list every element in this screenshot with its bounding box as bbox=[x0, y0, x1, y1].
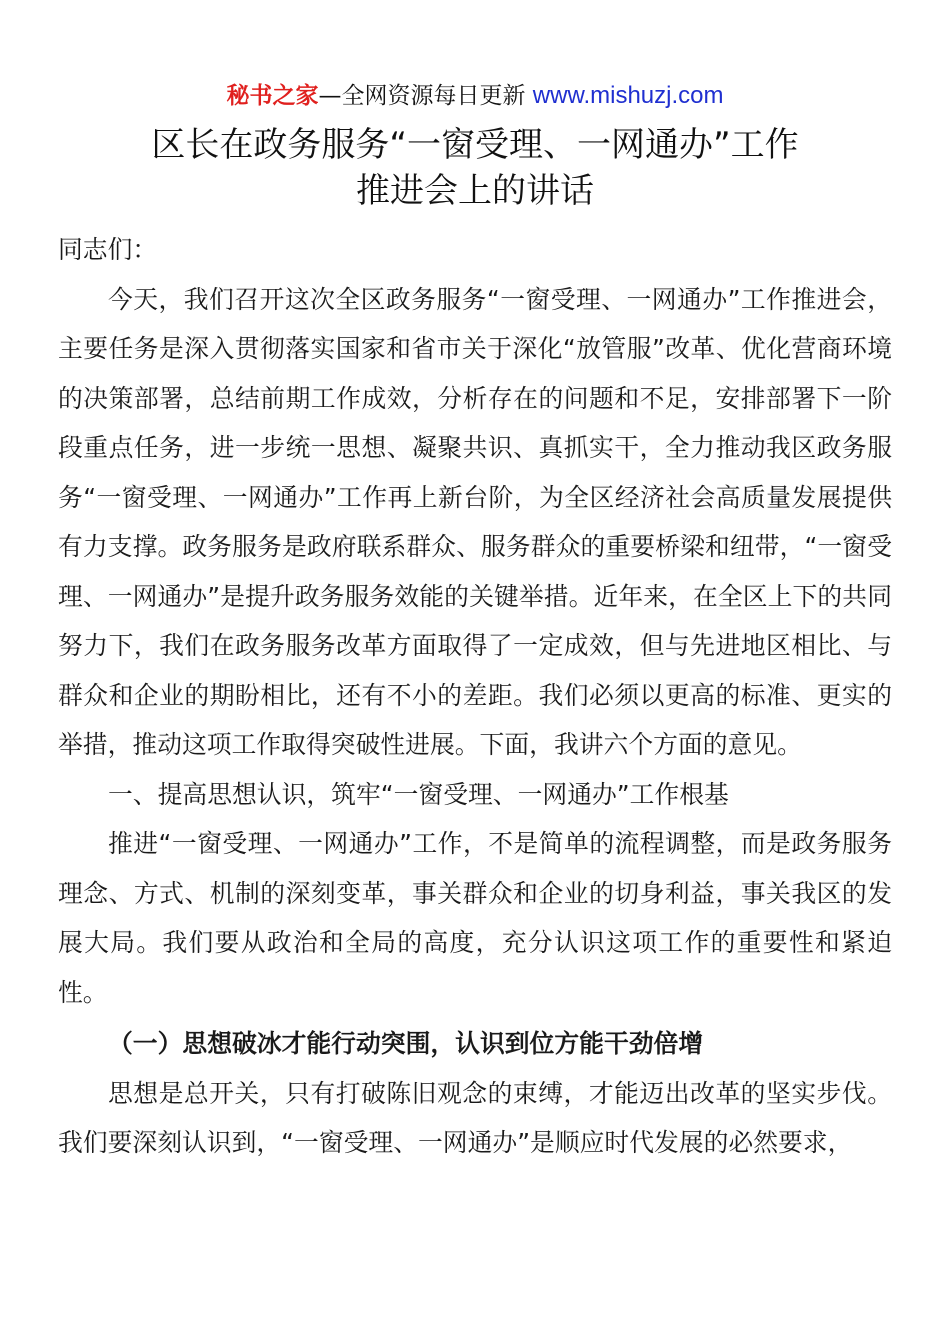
header-tagline: —全网资源每日更新 bbox=[318, 83, 526, 109]
document-body bbox=[58, 225, 892, 1168]
document-title bbox=[0, 122, 950, 214]
brand-name: 秘书之家 bbox=[226, 83, 319, 109]
subsection-heading-1: （一）思想破冰才能行动突围，认识到位方能干劲倍增 bbox=[108, 1029, 704, 1058]
paragraph-intro: 今天，我们召开这次全区政务服务“一窗受理、一网通办”工作推进会，主要任务是深入贯彻落实国家和省市关于深化“放管服”改革、优化营商环境的决策部署，总结前期工作成效，分析存在的问题和不足，安排部署下一阶段重点任务，进一步统一思想、凝聚共识、真抓实干，全力推动我区政务服务“一窗受理、一网通办”工作再上新台阶，为全区经济社会高质量发展提供有力支撑。政务服务是政府联系群众、服务群众的重要桥梁和纽带，“一窗受理、一网通办”是提升政务服务效能的关键举措。近年来，在全区上下的共同努力下，我们在政务服务改革方面取得了一定成效，但与先进地区相比、与群众和企业的期盼相比，还有不小的差距。我们必须以更高的标准、更实的举措，推动这项工作取得突破性进展。下面，我讲六个方面的意见。 bbox=[58, 284, 892, 759]
site-url[interactable]: www.mishuzj.com bbox=[532, 82, 724, 109]
section-heading-1: 一、提高思想认识，筑牢“一窗受理、一网通办”工作根基 bbox=[108, 779, 729, 809]
title-line-1: 区长在政务服务“一窗受理、一网通办”工作 bbox=[151, 125, 799, 165]
watermark-header bbox=[0, 80, 950, 112]
title-line-2: 推进会上的讲话 bbox=[356, 171, 594, 211]
paragraph-subsection-1: 思想是总开关，只有打破陈旧观念的束缚，才能迈出改革的坚实步伐。我们要深刻认识到，“一窗受理、一网通办”是顺应时代发展的必然要求， bbox=[58, 1078, 892, 1157]
salutation: 同志们： bbox=[58, 235, 158, 264]
paragraph-section-1: 推进“一窗受理、一网通办”工作，不是简单的流程调整，而是政务服务理念、方式、机制的深刻变革，事关群众和企业的切身利益，事关我区的发展大局。我们要从政治和全局的高度，充分认识这项工作的重要性和紧迫性。 bbox=[58, 829, 892, 1007]
